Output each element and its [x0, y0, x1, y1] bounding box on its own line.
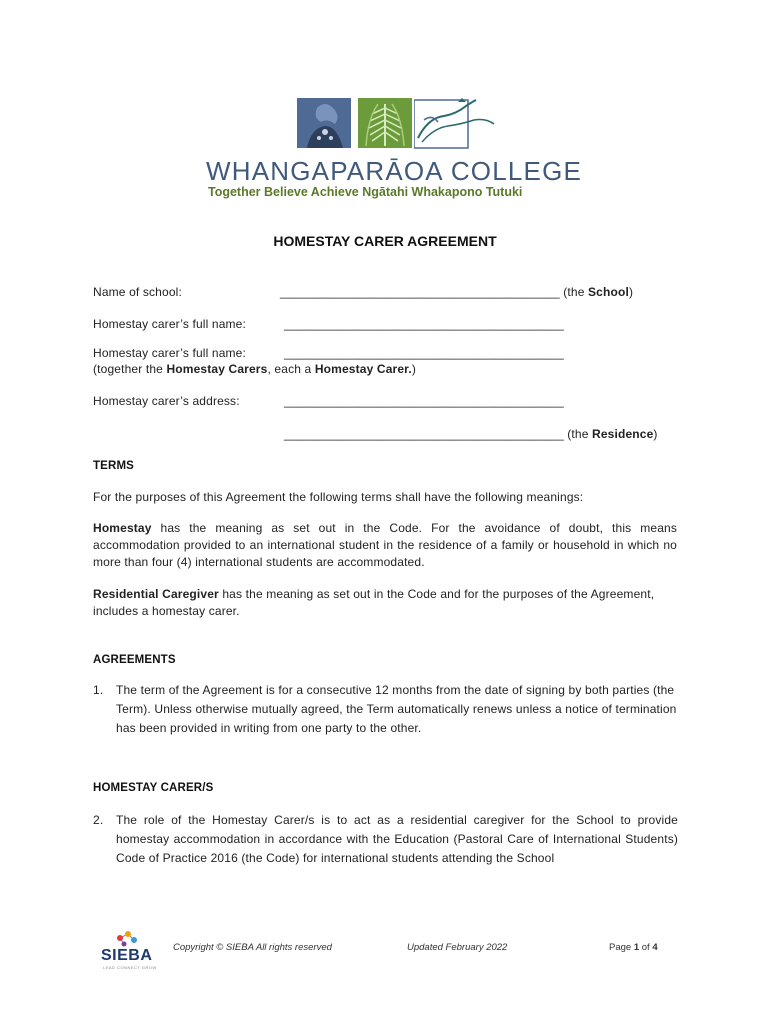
page-mid: of — [639, 942, 653, 953]
sieba-brand: SIEBA — [101, 947, 153, 964]
school-suffix-pre: (the — [563, 285, 589, 299]
agreement-item-1-number: 1. — [93, 683, 104, 697]
school-blank — [280, 284, 633, 301]
agreements-heading: AGREEMENTS — [93, 654, 176, 666]
homestay-definition — [93, 520, 677, 571]
college-logo-right-panel — [414, 98, 496, 148]
agreement-item-2-text: The role of the Homestay Carer/s is to act as a residential caregiver for the School to provide homestay accommodation in accordance with the Education (Pastoral Care of International Students) Code of Practice 2016 (the Code) for international students attending the School — [116, 813, 678, 865]
college-name: WHANGAPARĀOA COLLEGE — [206, 156, 583, 186]
college-logo-left-panel — [297, 98, 351, 148]
page-number — [609, 942, 658, 953]
page-total: 4 — [652, 942, 658, 953]
homestay-carers-heading: HOMESTAY CARER/S — [93, 782, 214, 794]
together-bold-2: Homestay Carer. — [314, 362, 412, 376]
carer2-label: Homestay carer’s full name: — [93, 346, 246, 360]
address-blank-2-line: _________________________________________ — [284, 427, 564, 441]
pohutukawa-icon — [297, 98, 351, 148]
school-suffix-bold: School — [588, 285, 629, 299]
agreement-item-1-text: The term of the Agreement is for a consecutive 12 months from the date of signing by both parties (the Term). Unless otherwise mutually agreed, the Term automatically renews unless a notice of termination has been provided in writing from one party to the other. — [116, 683, 677, 735]
copyright-text: Copyright © SIEBA All rights reserved — [173, 942, 332, 953]
carer1-label: Homestay carer’s full name: — [93, 317, 246, 331]
address-label: Homestay carer’s address: — [93, 394, 240, 408]
caregiver-term: Residential Caregiver — [93, 587, 219, 601]
caregiver-def: has the meaning as set out in the Code and for the purposes of the Agreement, includes a homestay carer. — [93, 587, 655, 618]
school-suffix-post: ) — [628, 285, 634, 299]
college-motto: Together Believe Achieve Ngātahi Whakapono Tutuki — [208, 185, 523, 199]
together-text-2: , each a — [267, 362, 315, 376]
residence-pre: (the — [567, 427, 593, 441]
together-text-1: (together the — [93, 362, 167, 376]
fern-icon — [358, 98, 412, 148]
terms-heading: TERMS — [93, 460, 134, 472]
residence-post: ) — [653, 427, 658, 441]
terms-intro: For the purposes of this Agreement the following terms shall have the following meanings: — [93, 490, 584, 504]
homestay-def: has the meaning as set out in the Code. For the avoidance of doubt, this means accommodation provided to an international student in the residence of a family or household in which no more than four (4) international students are accommodated. — [93, 521, 677, 569]
together-bold-1: Homestay Carers — [166, 362, 268, 376]
school-blank-line: _________________________________________ — [280, 285, 560, 299]
agreement-item-2-number: 2. — [93, 813, 104, 827]
kotuku-heron-icon — [414, 98, 496, 152]
school-label: Name of school: — [93, 285, 182, 299]
caregiver-definition — [93, 586, 677, 620]
sieba-tagline: LEAD CONNECT GROW — [103, 965, 157, 970]
together-note — [93, 361, 416, 378]
carer2-blank: _________________________________________ — [284, 346, 564, 360]
address-blank-1: _________________________________________ — [284, 394, 564, 408]
residence-bold: Residence — [592, 427, 654, 441]
page-pre: Page — [609, 942, 634, 953]
document-title: HOMESTAY CARER AGREEMENT — [273, 233, 497, 249]
together-text-3: ) — [411, 362, 416, 376]
page-current: 1 — [633, 942, 640, 953]
carer1-blank: _________________________________________ — [284, 317, 564, 331]
homestay-term: Homestay — [93, 521, 152, 535]
address-blank-2 — [284, 426, 658, 443]
college-logo-middle-panel — [358, 98, 412, 148]
updated-text: Updated February 2022 — [407, 942, 508, 953]
